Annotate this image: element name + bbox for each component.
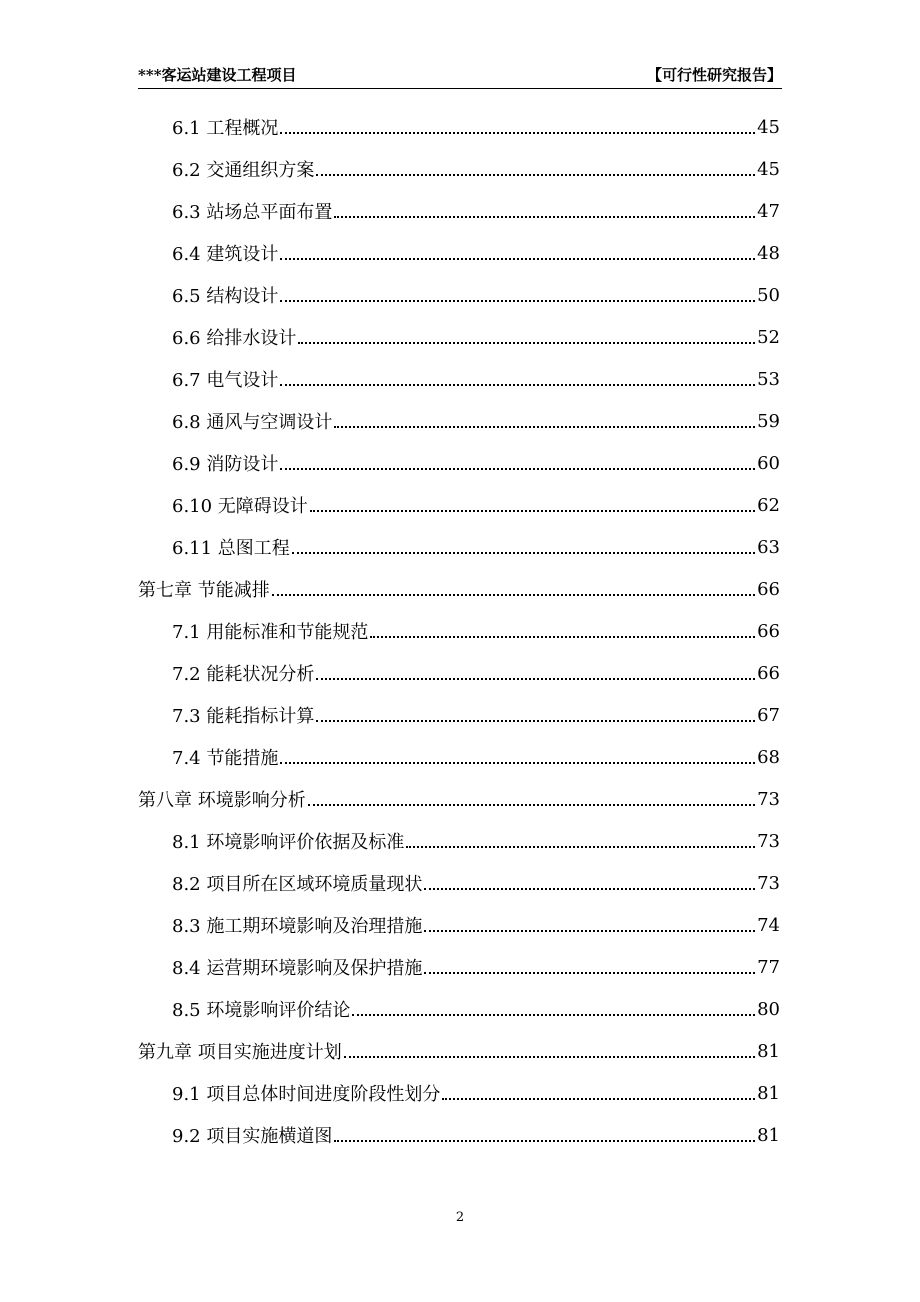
toc-entry-title: 7.3 能耗指标计算 — [172, 706, 315, 727]
toc-section-entry[interactable] — [138, 148, 780, 190]
page-number: 2 — [455, 1210, 465, 1225]
toc-entry-page: 62 — [757, 494, 780, 516]
toc-entry-page: 73 — [757, 830, 780, 852]
toc-entry-page: 77 — [757, 956, 780, 978]
toc-section-entry[interactable] — [138, 190, 780, 232]
toc-entry-page: 59 — [757, 410, 780, 432]
toc-dot-leader — [280, 370, 755, 388]
toc-section-entry[interactable] — [138, 862, 780, 904]
toc-entry-page: 52 — [757, 326, 780, 348]
toc-section-entry[interactable] — [138, 400, 780, 442]
toc-entry-title: 第九章 项目实施进度计划 — [138, 1042, 342, 1063]
toc-chapter-entry[interactable] — [138, 778, 780, 820]
toc-section-entry[interactable] — [138, 1114, 780, 1156]
table-of-contents — [138, 106, 780, 1156]
toc-entry-page: 66 — [757, 578, 780, 600]
header-report-type: 【可行性研究报告】 — [646, 66, 782, 84]
toc-entry-title: 6.11 总图工程 — [172, 538, 290, 559]
toc-entry-title: 8.2 项目所在区域环境质量现状 — [172, 874, 423, 895]
toc-section-entry[interactable] — [138, 610, 780, 652]
toc-dot-leader — [308, 790, 755, 808]
toc-entry-page: 81 — [757, 1124, 780, 1146]
toc-entry-page: 73 — [757, 788, 780, 810]
page-header — [138, 64, 782, 88]
toc-entry-page: 45 — [757, 116, 780, 138]
toc-dot-leader — [352, 1000, 755, 1018]
toc-entry-page: 74 — [757, 914, 780, 936]
toc-entry-title: 9.2 项目实施横道图 — [172, 1126, 333, 1147]
toc-dot-leader — [280, 244, 755, 262]
toc-dot-leader — [334, 412, 755, 430]
toc-section-entry[interactable] — [138, 442, 780, 484]
toc-dot-leader — [280, 118, 755, 136]
toc-entry-title: 6.8 通风与空调设计 — [172, 412, 333, 433]
toc-entry-title: 7.4 节能措施 — [172, 748, 279, 769]
toc-entry-title: 6.10 无障碍设计 — [172, 496, 308, 517]
toc-entry-title: 第八章 环境影响分析 — [138, 790, 306, 811]
toc-dot-leader — [370, 622, 755, 640]
toc-entry-page: 47 — [757, 200, 780, 222]
toc-entry-page: 73 — [757, 872, 780, 894]
toc-dot-leader — [272, 580, 755, 598]
toc-entry-title: 8.4 运营期环境影响及保护措施 — [172, 958, 423, 979]
toc-section-entry[interactable] — [138, 526, 780, 568]
toc-entry-title: 6.9 消防设计 — [172, 454, 279, 475]
toc-entry-page: 45 — [757, 158, 780, 180]
toc-section-entry[interactable] — [138, 274, 780, 316]
toc-dot-leader — [424, 958, 755, 976]
toc-section-entry[interactable] — [138, 946, 780, 988]
toc-entry-title: 6.7 电气设计 — [172, 370, 279, 391]
toc-entry-page: 81 — [757, 1040, 780, 1062]
toc-section-entry[interactable] — [138, 484, 780, 526]
toc-entry-title: 6.2 交通组织方案 — [172, 160, 315, 181]
toc-entry-page: 66 — [757, 620, 780, 642]
toc-entry-page: 60 — [757, 452, 780, 474]
toc-entry-page: 50 — [757, 284, 780, 306]
toc-chapter-entry[interactable] — [138, 1030, 780, 1072]
toc-dot-leader — [310, 496, 755, 514]
toc-dot-leader — [316, 706, 755, 724]
toc-chapter-entry[interactable] — [138, 568, 780, 610]
toc-dot-leader — [334, 202, 755, 220]
toc-dot-leader — [280, 286, 755, 304]
toc-entry-page: 53 — [757, 368, 780, 390]
toc-dot-leader — [344, 1042, 755, 1060]
toc-dot-leader — [280, 748, 755, 766]
toc-section-entry[interactable] — [138, 1072, 780, 1114]
toc-entry-title: 6.6 给排水设计 — [172, 328, 297, 349]
toc-entry-title: 第七章 节能减排 — [138, 580, 270, 601]
toc-section-entry[interactable] — [138, 358, 780, 400]
toc-entry-title: 8.3 施工期环境影响及治理措施 — [172, 916, 423, 937]
toc-entry-title: 9.1 项目总体时间进度阶段性划分 — [172, 1084, 441, 1105]
toc-entry-title: 7.2 能耗状况分析 — [172, 664, 315, 685]
toc-entry-title: 8.5 环境影响评价结论 — [172, 1000, 351, 1021]
toc-entry-title: 6.1 工程概况 — [172, 118, 279, 139]
toc-dot-leader — [292, 538, 755, 556]
toc-dot-leader — [316, 664, 755, 682]
toc-dot-leader — [424, 874, 755, 892]
toc-dot-leader — [298, 328, 755, 346]
toc-entry-title: 6.5 结构设计 — [172, 286, 279, 307]
toc-section-entry[interactable] — [138, 316, 780, 358]
toc-entry-title: 6.4 建筑设计 — [172, 244, 279, 265]
toc-section-entry[interactable] — [138, 694, 780, 736]
toc-entry-title: 8.1 环境影响评价依据及标准 — [172, 832, 405, 853]
toc-section-entry[interactable] — [138, 988, 780, 1030]
toc-entry-page: 68 — [757, 746, 780, 768]
toc-entry-title: 6.3 站场总平面布置 — [172, 202, 333, 223]
toc-entry-title: 7.1 用能标准和节能规范 — [172, 622, 369, 643]
toc-section-entry[interactable] — [138, 652, 780, 694]
toc-dot-leader — [424, 916, 755, 934]
header-divider — [138, 88, 782, 89]
toc-section-entry[interactable] — [138, 904, 780, 946]
toc-dot-leader — [442, 1084, 755, 1102]
toc-dot-leader — [334, 1126, 755, 1144]
toc-section-entry[interactable] — [138, 232, 780, 274]
toc-entry-page: 66 — [757, 662, 780, 684]
header-project-title: ***客运站建设工程项目 — [138, 66, 297, 84]
toc-dot-leader — [280, 454, 755, 472]
toc-section-entry[interactable] — [138, 736, 780, 778]
toc-dot-leader — [316, 160, 755, 178]
toc-entry-page: 63 — [757, 536, 780, 558]
toc-entry-page: 81 — [757, 1082, 780, 1104]
toc-entry-page: 67 — [757, 704, 780, 726]
toc-entry-page: 80 — [757, 998, 780, 1020]
toc-entry-page: 48 — [757, 242, 780, 264]
toc-section-entry[interactable] — [138, 820, 780, 862]
toc-section-entry[interactable] — [138, 106, 780, 148]
toc-dot-leader — [406, 832, 755, 850]
